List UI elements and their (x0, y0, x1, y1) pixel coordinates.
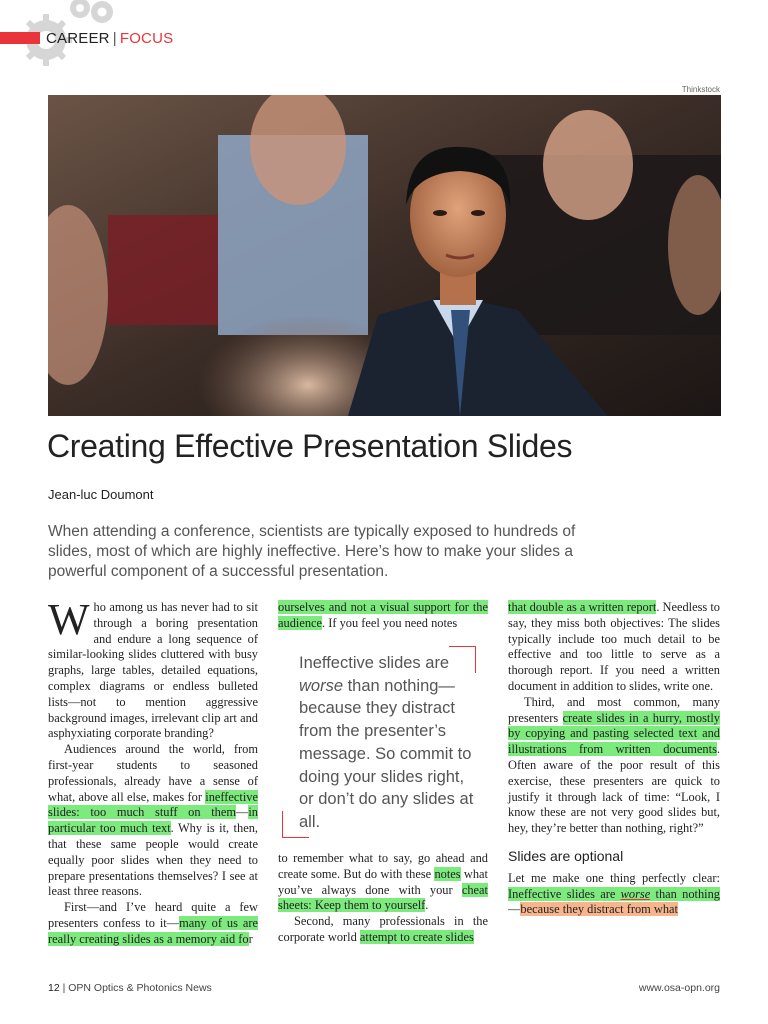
paragraph (278, 851, 488, 914)
article-standfirst: When attending a conference, scientists are typically exposed to hundreds of slides, most of which are highly ineffective. Here’s how to make your slides a powerful component of a successful presentation. (48, 523, 576, 580)
paragraph-text: Third, and most common, many presenters (508, 694, 720, 725)
article-column-2-continued (278, 851, 488, 946)
footer-separator: | (59, 982, 69, 994)
paragraph (508, 871, 720, 918)
highlighted-text: create slides in a hurry, mostly by copying and pasting selected text and illustrations from written documents (508, 710, 720, 757)
page-number: 12 (48, 982, 60, 994)
pull-quote-part: Ineffective slides are (299, 654, 450, 672)
article-column-2 (278, 600, 488, 632)
section-color-bar (0, 32, 40, 44)
paragraph-text: First—and I’ve heard quite a few presenters confess to it— (48, 900, 258, 930)
paragraph-text: Let me make one thing perfectly clear: (508, 870, 720, 885)
paragraph-text: Audiences around the world, from first-year students to seasoned professionals, already have a sense of what, above all else, makes for (48, 742, 258, 804)
highlighted-text: ineffective slides: too much stuff on them (48, 789, 258, 820)
paragraph (278, 600, 488, 632)
pull-quote (282, 646, 482, 838)
paragraph-text: . Why is it, then, that these same people would create equally poor slides when they need to prepare presentations themselves? I see at least three reasons. (48, 821, 258, 899)
highlighted-text: than nothing (650, 886, 720, 901)
paragraph-text: Second, many professionals in the corporate world (278, 914, 488, 944)
paragraph-text: to remember what to say, go ahead and create some. But do with these (278, 851, 488, 881)
pull-quote-part: than nothing—because they distract from the presenter’s message. So commit to doing your slides right, or don’t do any slides at all. (299, 676, 474, 831)
paragraph (508, 695, 720, 837)
highlighted-text: Ineffective slides are (508, 886, 621, 901)
paragraph-text: . Often aware of the poor result of this exercise, these presenters are quick to justify it through lack of time: “Look, I know these are not very good slides but, hey, they’re better than nothing, right?” (508, 742, 720, 836)
section-header (46, 30, 173, 47)
article-column-3 (508, 600, 720, 918)
subsection-name: FOCUS (119, 30, 174, 47)
paragraph-text: . Needless to say, they miss both objectives: The slides typically include too much detail to be effective and too little to serve as a thorough report. If you need a written document in addition to slides, write one. (508, 600, 720, 693)
highlighted-text: attempt to create slides (359, 929, 474, 944)
highlighted-text-orange: because they distract from what (520, 902, 678, 917)
highlighted-text: in particular too much text (48, 805, 258, 836)
paragraph-text: . If you feel you need notes (322, 615, 458, 630)
article-title: Creating Effective Presentation Slides (47, 428, 573, 464)
article-photo (48, 95, 721, 416)
paragraph-text: — (508, 902, 521, 917)
highlighted-text: ourselves and not a visual support for the audience (278, 600, 488, 630)
section-name: CAREER (46, 30, 110, 47)
article-column-1 (48, 595, 258, 948)
photo-credit: Thinkstock (681, 85, 720, 94)
section-subheading: Slides are optional (508, 847, 624, 864)
highlighted-text: cheat sheets: Keep them to yourself (278, 882, 488, 913)
paragraph (48, 742, 258, 900)
paragraph (48, 900, 258, 947)
emphasized-word: worse (620, 886, 651, 901)
highlighted-text: that double as a written report (508, 600, 657, 614)
highlighted-text: notes (434, 866, 461, 881)
pull-quote-text (299, 652, 477, 834)
highlighted-text: many of us are really creating slides as a memory aid fo (48, 915, 258, 946)
pull-quote-emphasis: worse (299, 676, 344, 695)
paragraph (278, 914, 488, 946)
paragraph-text: what you’ve always done with your (278, 866, 489, 897)
page-footer-left (48, 982, 212, 994)
section-separator: | (112, 30, 117, 47)
paragraph-text: r (248, 931, 253, 946)
article-author: Jean-luc Doumont (48, 487, 154, 502)
website-url[interactable]: www.osa-opn.org (638, 982, 720, 994)
drop-cap: W (48, 595, 90, 644)
paragraph-text: . (425, 898, 429, 913)
paragraph-text: — (235, 805, 249, 820)
paragraph-text: ho among us has never had to sit through a boring presentation and endure a long sequence of similar-looking slides cluttered with busy graphs, large tables, detailed equations, complex diagrams or endless bulleted lists—not to mention aggressive background images, irrelevant clip art and asphyxiating corporate branding? (48, 600, 258, 741)
publication-name: OPN Optics & Photonics News (68, 982, 212, 994)
paragraph (508, 600, 720, 695)
paragraph (48, 595, 258, 742)
